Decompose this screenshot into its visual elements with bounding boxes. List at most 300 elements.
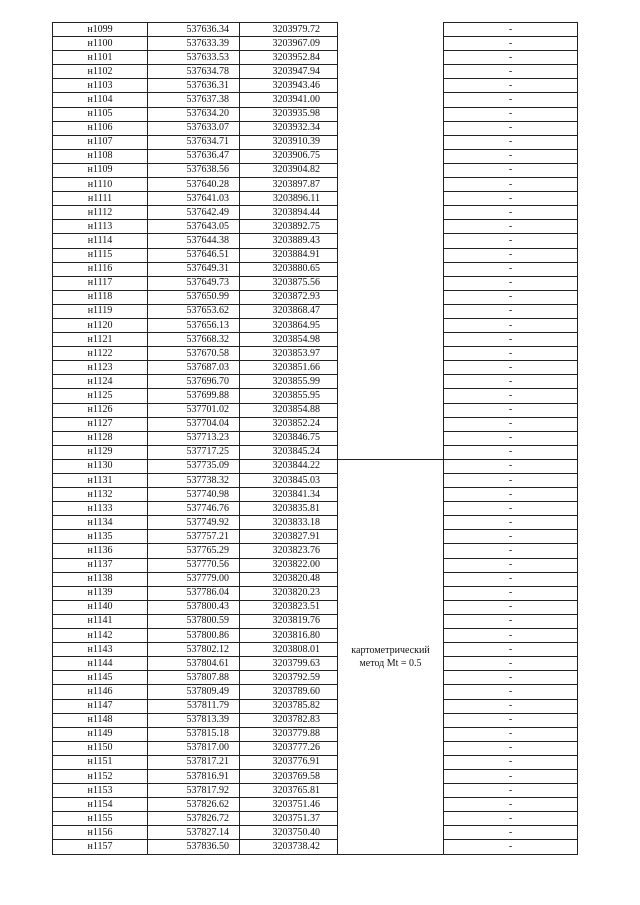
deviation-cell: - <box>444 333 578 347</box>
x-coordinate-cell: 537640.28 <box>148 178 240 192</box>
point-id-cell: н1112 <box>53 206 148 220</box>
deviation-cell: - <box>444 727 578 741</box>
point-id-cell: н1110 <box>53 178 148 192</box>
deviation-cell: - <box>444 798 578 812</box>
y-coordinate-cell: 3203846.75 <box>240 431 338 445</box>
table-row <box>53 347 578 361</box>
method-cell-empty <box>338 65 444 79</box>
point-id-cell: н1132 <box>53 488 148 502</box>
method-cell-empty <box>338 347 444 361</box>
table-row <box>53 107 578 121</box>
method-cell-empty <box>338 93 444 107</box>
x-coordinate-cell: 537643.05 <box>148 220 240 234</box>
point-id-cell: н1105 <box>53 107 148 121</box>
method-cell-empty <box>338 149 444 163</box>
y-coordinate-cell: 3203979.72 <box>240 23 338 37</box>
method-cell-empty <box>338 417 444 431</box>
y-coordinate-cell: 3203854.98 <box>240 333 338 347</box>
table-row <box>53 826 578 840</box>
method-cell-empty <box>338 333 444 347</box>
deviation-cell: - <box>444 51 578 65</box>
table-row <box>53 614 578 628</box>
deviation-cell: - <box>444 23 578 37</box>
y-coordinate-cell: 3203785.82 <box>240 699 338 713</box>
x-coordinate-cell: 537749.92 <box>148 516 240 530</box>
y-coordinate-cell: 3203892.75 <box>240 220 338 234</box>
x-coordinate-cell: 537633.07 <box>148 121 240 135</box>
point-id-cell: н1102 <box>53 65 148 79</box>
deviation-cell: - <box>444 389 578 403</box>
method-cell-empty <box>338 431 444 445</box>
table-row <box>53 544 578 558</box>
method-cell-empty <box>338 304 444 318</box>
y-coordinate-cell: 3203868.47 <box>240 304 338 318</box>
y-coordinate-cell: 3203808.01 <box>240 643 338 657</box>
point-id-cell: н1138 <box>53 572 148 586</box>
x-coordinate-cell: 537804.61 <box>148 657 240 671</box>
deviation-cell: - <box>444 206 578 220</box>
table-row <box>53 516 578 530</box>
point-id-cell: н1119 <box>53 304 148 318</box>
table-row <box>53 51 578 65</box>
y-coordinate-cell: 3203823.76 <box>240 544 338 558</box>
table-row <box>53 459 578 473</box>
point-id-cell: н1145 <box>53 671 148 685</box>
deviation-cell: - <box>444 474 578 488</box>
x-coordinate-cell: 537746.76 <box>148 502 240 516</box>
x-coordinate-cell: 537826.62 <box>148 798 240 812</box>
deviation-cell: - <box>444 459 578 473</box>
x-coordinate-cell: 537802.12 <box>148 643 240 657</box>
y-coordinate-cell: 3203769.58 <box>240 769 338 783</box>
table-row <box>53 417 578 431</box>
x-coordinate-cell: 537633.39 <box>148 37 240 51</box>
x-coordinate-cell: 537687.03 <box>148 361 240 375</box>
deviation-cell: - <box>444 304 578 318</box>
x-coordinate-cell: 537770.56 <box>148 558 240 572</box>
deviation-cell: - <box>444 347 578 361</box>
x-coordinate-cell: 537644.38 <box>148 234 240 248</box>
x-coordinate-cell: 537779.00 <box>148 572 240 586</box>
table-row <box>53 304 578 318</box>
point-id-cell: н1137 <box>53 558 148 572</box>
y-coordinate-cell: 3203884.91 <box>240 248 338 262</box>
point-id-cell: н1154 <box>53 798 148 812</box>
deviation-cell: - <box>444 530 578 544</box>
y-coordinate-cell: 3203789.60 <box>240 685 338 699</box>
table-row <box>53 163 578 177</box>
table-row <box>53 629 578 643</box>
deviation-cell: - <box>444 784 578 798</box>
point-id-cell: н1141 <box>53 614 148 628</box>
y-coordinate-cell: 3203799.63 <box>240 657 338 671</box>
point-id-cell: н1140 <box>53 600 148 614</box>
table-row <box>53 643 578 657</box>
x-coordinate-cell: 537633.53 <box>148 51 240 65</box>
y-coordinate-cell: 3203875.56 <box>240 276 338 290</box>
method-cell-empty <box>338 135 444 149</box>
y-coordinate-cell: 3203851.66 <box>240 361 338 375</box>
x-coordinate-cell: 537656.13 <box>148 318 240 332</box>
method-cell-empty <box>338 403 444 417</box>
deviation-cell: - <box>444 713 578 727</box>
method-cell-empty <box>338 248 444 262</box>
point-id-cell: н1152 <box>53 769 148 783</box>
table-row <box>53 262 578 276</box>
x-coordinate-cell: 537634.71 <box>148 135 240 149</box>
point-id-cell: н1144 <box>53 657 148 671</box>
deviation-cell: - <box>444 318 578 332</box>
deviation-cell: - <box>444 488 578 502</box>
x-coordinate-cell: 537650.99 <box>148 290 240 304</box>
x-coordinate-cell: 537800.86 <box>148 629 240 643</box>
point-id-cell: н1131 <box>53 474 148 488</box>
method-cell-empty <box>338 163 444 177</box>
table-row <box>53 192 578 206</box>
y-coordinate-cell: 3203820.23 <box>240 586 338 600</box>
deviation-cell: - <box>444 586 578 600</box>
deviation-cell: - <box>444 37 578 51</box>
deviation-cell: - <box>444 502 578 516</box>
y-coordinate-cell: 3203897.87 <box>240 178 338 192</box>
x-coordinate-cell: 537807.88 <box>148 671 240 685</box>
deviation-cell: - <box>444 812 578 826</box>
x-coordinate-cell: 537636.47 <box>148 149 240 163</box>
point-id-cell: н1126 <box>53 403 148 417</box>
table-row <box>53 79 578 93</box>
deviation-cell: - <box>444 516 578 530</box>
deviation-cell: - <box>444 276 578 290</box>
table-row <box>53 727 578 741</box>
method-text-line: метод Mt = 0.5 <box>359 657 422 669</box>
deviation-cell: - <box>444 121 578 135</box>
point-id-cell: н1127 <box>53 417 148 431</box>
table-row <box>53 375 578 389</box>
table-row <box>53 474 578 488</box>
method-cell-empty <box>338 220 444 234</box>
point-id-cell: н1117 <box>53 276 148 290</box>
deviation-cell: - <box>444 417 578 431</box>
table-row <box>53 178 578 192</box>
x-coordinate-cell: 537765.29 <box>148 544 240 558</box>
point-id-cell: н1109 <box>53 163 148 177</box>
deviation-cell: - <box>444 220 578 234</box>
y-coordinate-cell: 3203823.51 <box>240 600 338 614</box>
deviation-cell: - <box>444 600 578 614</box>
x-coordinate-cell: 537717.25 <box>148 445 240 459</box>
y-coordinate-cell: 3203889.43 <box>240 234 338 248</box>
coordinates-table <box>52 22 578 855</box>
table-row <box>53 572 578 586</box>
table-row <box>53 671 578 685</box>
y-coordinate-cell: 3203943.46 <box>240 79 338 93</box>
y-coordinate-cell: 3203853.97 <box>240 347 338 361</box>
method-cell-empty <box>338 361 444 375</box>
point-id-cell: н1147 <box>53 699 148 713</box>
y-coordinate-cell: 3203776.91 <box>240 755 338 769</box>
x-coordinate-cell: 537696.70 <box>148 375 240 389</box>
table-row <box>53 445 578 459</box>
x-coordinate-cell: 537646.51 <box>148 248 240 262</box>
deviation-cell: - <box>444 192 578 206</box>
x-coordinate-cell: 537809.49 <box>148 685 240 699</box>
method-cell-empty <box>338 37 444 51</box>
table-row <box>53 812 578 826</box>
point-id-cell: н1135 <box>53 530 148 544</box>
y-coordinate-cell: 3203864.95 <box>240 318 338 332</box>
table-row <box>53 798 578 812</box>
x-coordinate-cell: 537641.03 <box>148 192 240 206</box>
x-coordinate-cell: 537701.02 <box>148 403 240 417</box>
method-cell-empty <box>338 23 444 37</box>
y-coordinate-cell: 3203932.34 <box>240 121 338 135</box>
deviation-cell: - <box>444 431 578 445</box>
y-coordinate-cell: 3203835.81 <box>240 502 338 516</box>
y-coordinate-cell: 3203845.24 <box>240 445 338 459</box>
x-coordinate-cell: 537642.49 <box>148 206 240 220</box>
method-cell-empty <box>338 276 444 290</box>
y-coordinate-cell: 3203941.00 <box>240 93 338 107</box>
table-row <box>53 220 578 234</box>
table-row <box>53 276 578 290</box>
x-coordinate-cell: 537636.31 <box>148 79 240 93</box>
y-coordinate-cell: 3203855.99 <box>240 375 338 389</box>
table-row <box>53 784 578 798</box>
table-row <box>53 37 578 51</box>
deviation-cell: - <box>444 699 578 713</box>
x-coordinate-cell: 537699.88 <box>148 389 240 403</box>
method-cell-empty <box>338 178 444 192</box>
y-coordinate-cell: 3203910.39 <box>240 135 338 149</box>
deviation-cell: - <box>444 769 578 783</box>
table-row <box>53 685 578 699</box>
deviation-cell: - <box>444 572 578 586</box>
table-row <box>53 769 578 783</box>
point-id-cell: н1106 <box>53 121 148 135</box>
method-cell <box>338 459 444 854</box>
table-row <box>53 206 578 220</box>
table-row <box>53 488 578 502</box>
y-coordinate-cell: 3203765.81 <box>240 784 338 798</box>
method-text-line: картометрический <box>351 644 430 656</box>
deviation-cell: - <box>444 178 578 192</box>
x-coordinate-cell: 537827.14 <box>148 826 240 840</box>
deviation-cell: - <box>444 544 578 558</box>
point-id-cell: н1103 <box>53 79 148 93</box>
deviation-cell: - <box>444 741 578 755</box>
method-cell-empty <box>338 121 444 135</box>
point-id-cell: н1148 <box>53 713 148 727</box>
x-coordinate-cell: 537668.32 <box>148 333 240 347</box>
deviation-cell: - <box>444 65 578 79</box>
deviation-cell: - <box>444 248 578 262</box>
x-coordinate-cell: 537817.00 <box>148 741 240 755</box>
deviation-cell: - <box>444 826 578 840</box>
point-id-cell: н1128 <box>53 431 148 445</box>
table-row <box>53 121 578 135</box>
y-coordinate-cell: 3203872.93 <box>240 290 338 304</box>
x-coordinate-cell: 537815.18 <box>148 727 240 741</box>
deviation-cell: - <box>444 755 578 769</box>
x-coordinate-cell: 537817.92 <box>148 784 240 798</box>
point-id-cell: н1100 <box>53 37 148 51</box>
y-coordinate-cell: 3203751.37 <box>240 812 338 826</box>
point-id-cell: н1156 <box>53 826 148 840</box>
method-cell-empty <box>338 107 444 121</box>
x-coordinate-cell: 537816.91 <box>148 769 240 783</box>
deviation-cell: - <box>444 135 578 149</box>
deviation-cell: - <box>444 685 578 699</box>
x-coordinate-cell: 537653.62 <box>148 304 240 318</box>
deviation-cell: - <box>444 840 578 854</box>
point-id-cell: н1125 <box>53 389 148 403</box>
y-coordinate-cell: 3203896.11 <box>240 192 338 206</box>
point-id-cell: н1113 <box>53 220 148 234</box>
table-row <box>53 431 578 445</box>
table-row <box>53 600 578 614</box>
point-id-cell: н1139 <box>53 586 148 600</box>
x-coordinate-cell: 537757.21 <box>148 530 240 544</box>
table-row <box>53 135 578 149</box>
point-id-cell: н1153 <box>53 784 148 798</box>
x-coordinate-cell: 537649.31 <box>148 262 240 276</box>
deviation-cell: - <box>444 107 578 121</box>
table-row <box>53 657 578 671</box>
method-cell-empty <box>338 234 444 248</box>
y-coordinate-cell: 3203750.40 <box>240 826 338 840</box>
table-row <box>53 389 578 403</box>
y-coordinate-cell: 3203792.59 <box>240 671 338 685</box>
x-coordinate-cell: 537813.39 <box>148 713 240 727</box>
table-row <box>53 840 578 854</box>
point-id-cell: н1099 <box>53 23 148 37</box>
point-id-cell: н1136 <box>53 544 148 558</box>
x-coordinate-cell: 537638.56 <box>148 163 240 177</box>
y-coordinate-cell: 3203855.95 <box>240 389 338 403</box>
y-coordinate-cell: 3203845.03 <box>240 474 338 488</box>
point-id-cell: н1120 <box>53 318 148 332</box>
table-row <box>53 713 578 727</box>
x-coordinate-cell: 537800.59 <box>148 614 240 628</box>
y-coordinate-cell: 3203952.84 <box>240 51 338 65</box>
method-cell-empty <box>338 290 444 304</box>
point-id-cell: н1129 <box>53 445 148 459</box>
y-coordinate-cell: 3203880.65 <box>240 262 338 276</box>
y-coordinate-cell: 3203833.18 <box>240 516 338 530</box>
x-coordinate-cell: 537738.32 <box>148 474 240 488</box>
y-coordinate-cell: 3203777.26 <box>240 741 338 755</box>
y-coordinate-cell: 3203827.91 <box>240 530 338 544</box>
table-row <box>53 318 578 332</box>
x-coordinate-cell: 537826.72 <box>148 812 240 826</box>
deviation-cell: - <box>444 262 578 276</box>
x-coordinate-cell: 537704.04 <box>148 417 240 431</box>
x-coordinate-cell: 537800.43 <box>148 600 240 614</box>
x-coordinate-cell: 537636.34 <box>148 23 240 37</box>
x-coordinate-cell: 537735.09 <box>148 459 240 473</box>
y-coordinate-cell: 3203844.22 <box>240 459 338 473</box>
point-id-cell: н1108 <box>53 149 148 163</box>
deviation-cell: - <box>444 79 578 93</box>
y-coordinate-cell: 3203816.80 <box>240 629 338 643</box>
x-coordinate-cell: 537811.79 <box>148 699 240 713</box>
method-cell-empty <box>338 206 444 220</box>
y-coordinate-cell: 3203906.75 <box>240 149 338 163</box>
point-id-cell: н1118 <box>53 290 148 304</box>
method-cell-empty <box>338 79 444 93</box>
point-id-cell: н1123 <box>53 361 148 375</box>
y-coordinate-cell: 3203947.94 <box>240 65 338 79</box>
point-id-cell: н1146 <box>53 685 148 699</box>
x-coordinate-cell: 537634.20 <box>148 107 240 121</box>
deviation-cell: - <box>444 163 578 177</box>
point-id-cell: н1107 <box>53 135 148 149</box>
table-row <box>53 65 578 79</box>
point-id-cell: н1150 <box>53 741 148 755</box>
y-coordinate-cell: 3203904.82 <box>240 163 338 177</box>
method-cell-empty <box>338 192 444 206</box>
deviation-cell: - <box>444 671 578 685</box>
point-id-cell: н1122 <box>53 347 148 361</box>
table-row <box>53 361 578 375</box>
deviation-cell: - <box>444 234 578 248</box>
table-row <box>53 93 578 107</box>
x-coordinate-cell: 537670.58 <box>148 347 240 361</box>
y-coordinate-cell: 3203967.09 <box>240 37 338 51</box>
point-id-cell: н1101 <box>53 51 148 65</box>
y-coordinate-cell: 3203894.44 <box>240 206 338 220</box>
table-row <box>53 333 578 347</box>
x-coordinate-cell: 537713.23 <box>148 431 240 445</box>
point-id-cell: н1155 <box>53 812 148 826</box>
x-coordinate-cell: 537637.38 <box>148 93 240 107</box>
table-row <box>53 741 578 755</box>
y-coordinate-cell: 3203751.46 <box>240 798 338 812</box>
method-cell-empty <box>338 262 444 276</box>
point-id-cell: н1124 <box>53 375 148 389</box>
x-coordinate-cell: 537649.73 <box>148 276 240 290</box>
y-coordinate-cell: 3203819.76 <box>240 614 338 628</box>
table-body <box>53 23 578 855</box>
method-cell-empty <box>338 445 444 459</box>
table-row <box>53 699 578 713</box>
table-row <box>53 502 578 516</box>
table-row <box>53 248 578 262</box>
table-row <box>53 586 578 600</box>
y-coordinate-cell: 3203852.24 <box>240 417 338 431</box>
y-coordinate-cell: 3203841.34 <box>240 488 338 502</box>
x-coordinate-cell: 537786.04 <box>148 586 240 600</box>
coordinates-sheet <box>52 22 577 855</box>
table-row <box>53 530 578 544</box>
point-id-cell: н1133 <box>53 502 148 516</box>
table-row <box>53 149 578 163</box>
method-cell-empty <box>338 389 444 403</box>
deviation-cell: - <box>444 445 578 459</box>
point-id-cell: н1149 <box>53 727 148 741</box>
method-cell-empty <box>338 318 444 332</box>
deviation-cell: - <box>444 614 578 628</box>
y-coordinate-cell: 3203822.00 <box>240 558 338 572</box>
point-id-cell: н1142 <box>53 629 148 643</box>
table-row <box>53 755 578 769</box>
point-id-cell: н1121 <box>53 333 148 347</box>
point-id-cell: н1151 <box>53 755 148 769</box>
table-row <box>53 23 578 37</box>
x-coordinate-cell: 537817.21 <box>148 755 240 769</box>
point-id-cell: н1104 <box>53 93 148 107</box>
y-coordinate-cell: 3203782.83 <box>240 713 338 727</box>
